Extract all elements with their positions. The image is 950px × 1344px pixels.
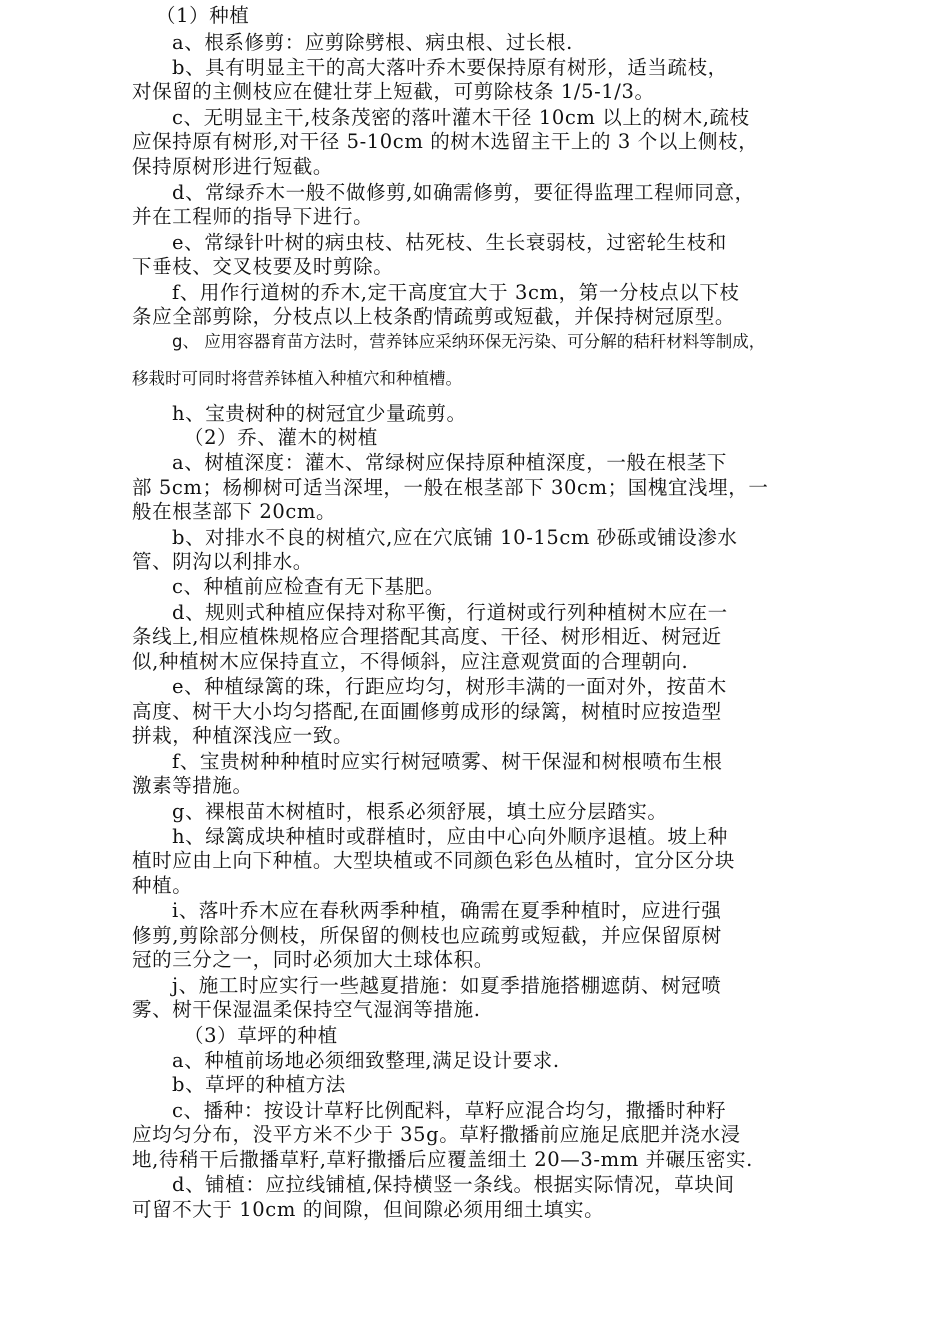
paragraph-line: c、无明显主干,枝条茂密的落叶灌木干径 10cm 以上的树木,疏枝 xyxy=(172,106,750,129)
paragraph-line: 对保留的主侧枝应在健壮芽上短截，可剪除枝条 1/5-1/3。 xyxy=(132,80,655,103)
paragraph-line: f、用作行道树的乔木,定干高度宜大于 3cm，第一分枝点以下枝 xyxy=(172,281,740,304)
section-heading-planting: （1）种植 xyxy=(156,4,250,27)
paragraph-line: 部 5cm；杨柳树可适当深埋，一般在根茎部下 30cm；国槐宜浅埋，一 xyxy=(132,476,769,499)
paragraph-line: 冠的三分之一，同时必须加大土球体积。 xyxy=(132,948,494,971)
section-heading-trees-shrubs: （2）乔、灌木的树植 xyxy=(184,426,378,449)
paragraph-line: 条线上,相应植株规格应合理搭配其高度、干径、树形相近、树冠近 xyxy=(132,625,722,648)
paragraph-line: 似,种植树木应保持直立，不得倾斜，应注意观赏面的合理朝向. xyxy=(132,650,689,673)
paragraph-line: g、 应用容器育苗方法时，营养钵应采纳环保无污染、可分解的秸秆材料等制成， xyxy=(172,332,766,351)
paragraph-line: 下垂枝、交叉枝要及时剪除。 xyxy=(132,255,394,278)
paragraph-line: j、施工时应实行一些越夏措施：如夏季措施搭棚遮荫、树冠喷 xyxy=(172,974,722,997)
paragraph-line: e、常绿针叶树的病虫枝、枯死枝、生长衰弱枝，过密轮生枝和 xyxy=(172,231,727,254)
paragraph-line: a、树植深度：灌木、常绿树应保持原种植深度，一般在根茎下 xyxy=(172,451,727,474)
paragraph-line: b、具有明显主干的高大落叶乔木要保持原有树形，适当疏枝， xyxy=(172,56,728,79)
paragraph-line: b、草坪的种植方法 xyxy=(172,1073,346,1096)
paragraph-line: 拼栽，种植深浅应一致。 xyxy=(132,724,354,747)
paragraph-line: 保持原树形进行短截。 xyxy=(132,155,334,178)
paragraph-line: f、宝贵树种种植时应实行树冠喷雾、树干保湿和树根喷布生根 xyxy=(172,750,723,773)
paragraph-line: 应保持原有树形,对干径 5-10cm 的树木选留主干上的 3 个以上侧枝， xyxy=(132,130,759,153)
paragraph-line: a、种植前场地必须细致整理,满足设计要求. xyxy=(172,1049,560,1072)
paragraph-line: 管、阴沟以利排水。 xyxy=(132,550,313,573)
paragraph-line: 种植。 xyxy=(132,874,193,897)
paragraph-line: 雾、树干保湿温柔保持空气湿润等措施. xyxy=(132,998,481,1021)
paragraph-line: d、铺植：应拉线铺植,保持横竖一条线。根据实际情况，草块间 xyxy=(172,1173,735,1196)
paragraph-line: 修剪,剪除部分侧枝，所保留的侧枝也应疏剪或短截，并应保留原树 xyxy=(132,924,722,947)
paragraph-line: h、宝贵树种的树冠宜少量疏剪。 xyxy=(172,402,467,425)
paragraph-line: 可留不大于 10cm 的间隙，但间隙必须用细土填实。 xyxy=(132,1198,605,1221)
paragraph-line: 激素等措施。 xyxy=(132,774,253,797)
paragraph-line: a、根系修剪：应剪除劈根、病虫根、过长根. xyxy=(172,31,573,54)
paragraph-line: 并在工程师的指导下进行。 xyxy=(132,205,374,228)
paragraph-line: c、种植前应检查有无下基肥。 xyxy=(172,575,445,598)
paragraph-line: 般在根茎部下 20cm。 xyxy=(132,500,337,523)
paragraph-line: h、绿篱成块种植时或群植时，应由中心向外顺序退植。坡上种 xyxy=(172,825,728,848)
paragraph-line: c、播种：按设计草籽比例配料，草籽应混合均匀，撒播时种籽 xyxy=(172,1099,727,1122)
paragraph-line: i、落叶乔木应在春秋两季种植，确需在夏季种植时，应进行强 xyxy=(172,899,722,922)
paragraph-line: 地,待稍干后撒播草籽,草籽撒播后应覆盖细土 20—3-mm 并碾压密实. xyxy=(132,1148,753,1171)
paragraph-line: 移栽时可同时将营养钵植入种植穴和种植槽。 xyxy=(132,369,462,388)
paragraph-line: 高度、树干大小均匀搭配,在面圃修剪成形的绿篱，树植时应按造型 xyxy=(132,700,722,723)
paragraph-line: d、规则式种植应保持对称平衡，行道树或行列种植树木应在一 xyxy=(172,601,728,624)
paragraph-line: g、裸根苗木树植时，根系必须舒展，填土应分层踏实。 xyxy=(172,800,668,823)
paragraph-line: d、常绿乔木一般不做修剪,如确需修剪，要征得监理工程师同意， xyxy=(172,181,755,204)
paragraph-line: e、种植绿篱的珠，行距应均匀，树形丰满的一面对外，按苗木 xyxy=(172,675,727,698)
paragraph-line: 植时应由上向下种植。大型块植或不同颜色彩色丛植时，宜分区分块 xyxy=(132,849,736,872)
paragraph-line: 应均匀分布，没平方米不少于 35g。草籽撒播前应施足底肥并浇水浸 xyxy=(132,1123,741,1146)
section-heading-lawn: （3）草坪的种植 xyxy=(184,1024,338,1047)
paragraph-line: b、对排水不良的树植穴,应在穴底铺 10-15cm 砂砾或铺设渗水 xyxy=(172,526,738,549)
paragraph-line: 条应全部剪除，分枝点以上枝条酌情疏剪或短截，并保持树冠原型。 xyxy=(132,305,736,328)
